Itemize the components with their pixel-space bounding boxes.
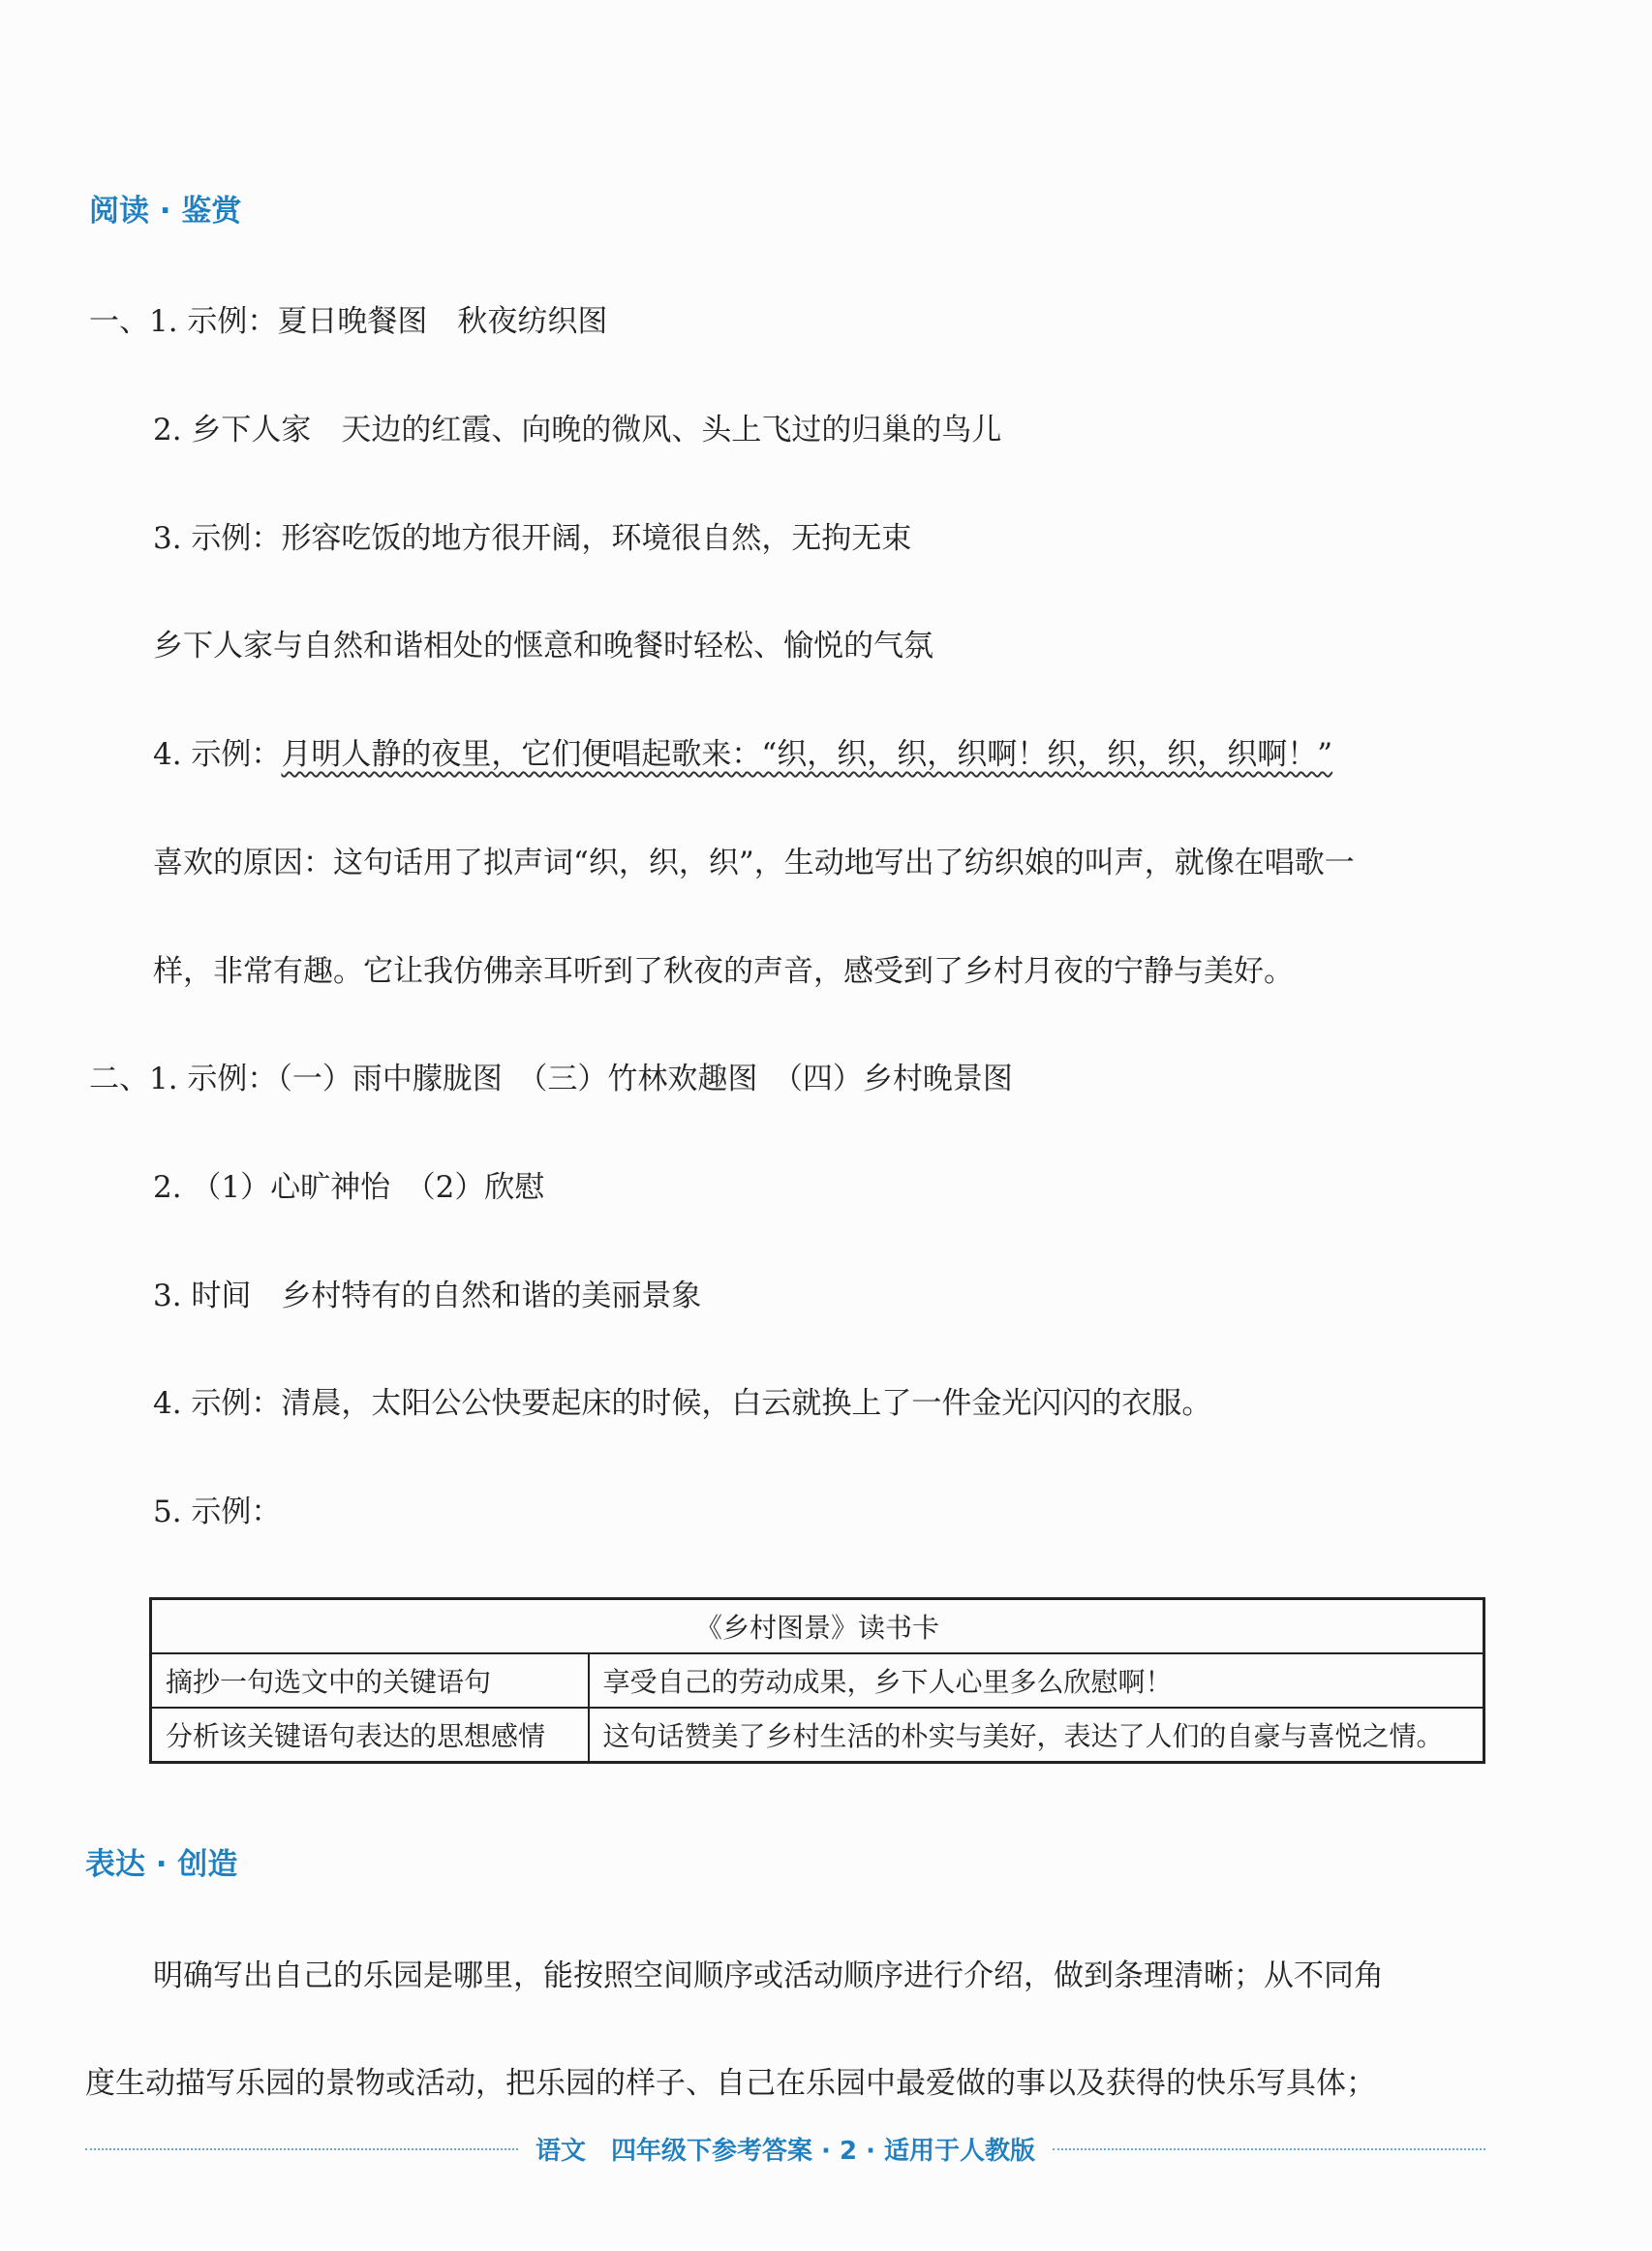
part2-q5: 5. 示例： (153, 1495, 282, 1529)
reading-card-row2-value: 这句话赞美了乡村生活的朴实与美好，表达了人们的自豪与喜悦之情。 (589, 1708, 1484, 1763)
reading-card-row1-label: 摘抄一句选文中的关键语句 (151, 1653, 589, 1708)
reading-card-row (151, 1653, 1484, 1708)
reading-card-row2-label: 分析该关键语句表达的思想感情 (151, 1708, 589, 1763)
part1-q4-prefix: 4. 示例： (153, 737, 282, 772)
footer-text: 语文 四年级下参考答案 · 2 · 适用于人教版 (535, 2137, 1036, 2166)
part1-q3-continuation: 乡下人家与自然和谐相处的惬意和晚餐时轻松、愉悦的气氛 (153, 629, 933, 663)
part1-q4-reason-line2: 样，非常有趣。它让我仿佛亲耳听到了秋夜的声音，感受到了乡村月夜的宁静与美好。 (153, 954, 1294, 989)
reading-card-row1-value: 享受自己的劳动成果，乡下人心里多么欣慰啊！ (589, 1653, 1484, 1708)
section-title-expression: 表达 · 创造 (85, 1847, 238, 1882)
part1-q4-quote: 月明人静的夜里，它们便唱起歌来：“织，织，织，织啊！织，织，织，织啊！” (281, 737, 1333, 772)
part2-q3: 3. 时间 乡村特有的自然和谐的美丽景象 (153, 1279, 702, 1313)
part1-q3: 3. 示例：形容吃饭的地方很开阔，环境很自然，无拘无束 (153, 521, 912, 556)
part2-q2: 2. （1）心旷神怡 （2）欣慰 (153, 1170, 545, 1205)
part2-q4: 4. 示例：清晨，太阳公公快要起床的时候，白云就换上了一件金光闪闪的衣服。 (153, 1386, 1212, 1421)
section-title-reading: 阅读 · 鉴赏 (89, 194, 242, 229)
reading-card-title-row (151, 1599, 1484, 1654)
part1-q4-reason-line1: 喜欢的原因：这句话用了拟声词“织，织，织”，生动地写出了纺织娘的叫声，就像在唱歌一 (153, 846, 1355, 880)
expression-paragraph-line2: 度生动描写乐园的景物或活动，把乐园的样子、自己在乐园中最爱做的事以及获得的快乐写具体； (85, 2066, 1376, 2101)
reading-card-table (149, 1597, 1485, 1764)
footer-rule-right (1053, 2148, 1485, 2150)
part2-q1: 二、1. 示例：（一）雨中朦胧图 （三）竹林欢趣图 （四）乡村晚景图 (89, 1062, 1013, 1096)
footer-rule-left (85, 2148, 518, 2150)
reading-card-row (151, 1708, 1484, 1763)
reading-card-title: 《乡村图景》读书卡 (151, 1599, 1484, 1654)
part1-q4 (153, 735, 1332, 774)
page-footer (85, 2131, 1485, 2167)
part1-q2: 2. 乡下人家 天边的红霞、向晚的微风、头上飞过的归巢的鸟儿 (153, 413, 1002, 447)
expression-paragraph-line1: 明确写出自己的乐园是哪里，能按照空间顺序或活动顺序进行介绍，做到条理清晰；从不同角 (153, 1958, 1384, 1993)
part1-q1: 一、1. 示例：夏日晚餐图 秋夜纺织图 (89, 304, 608, 339)
